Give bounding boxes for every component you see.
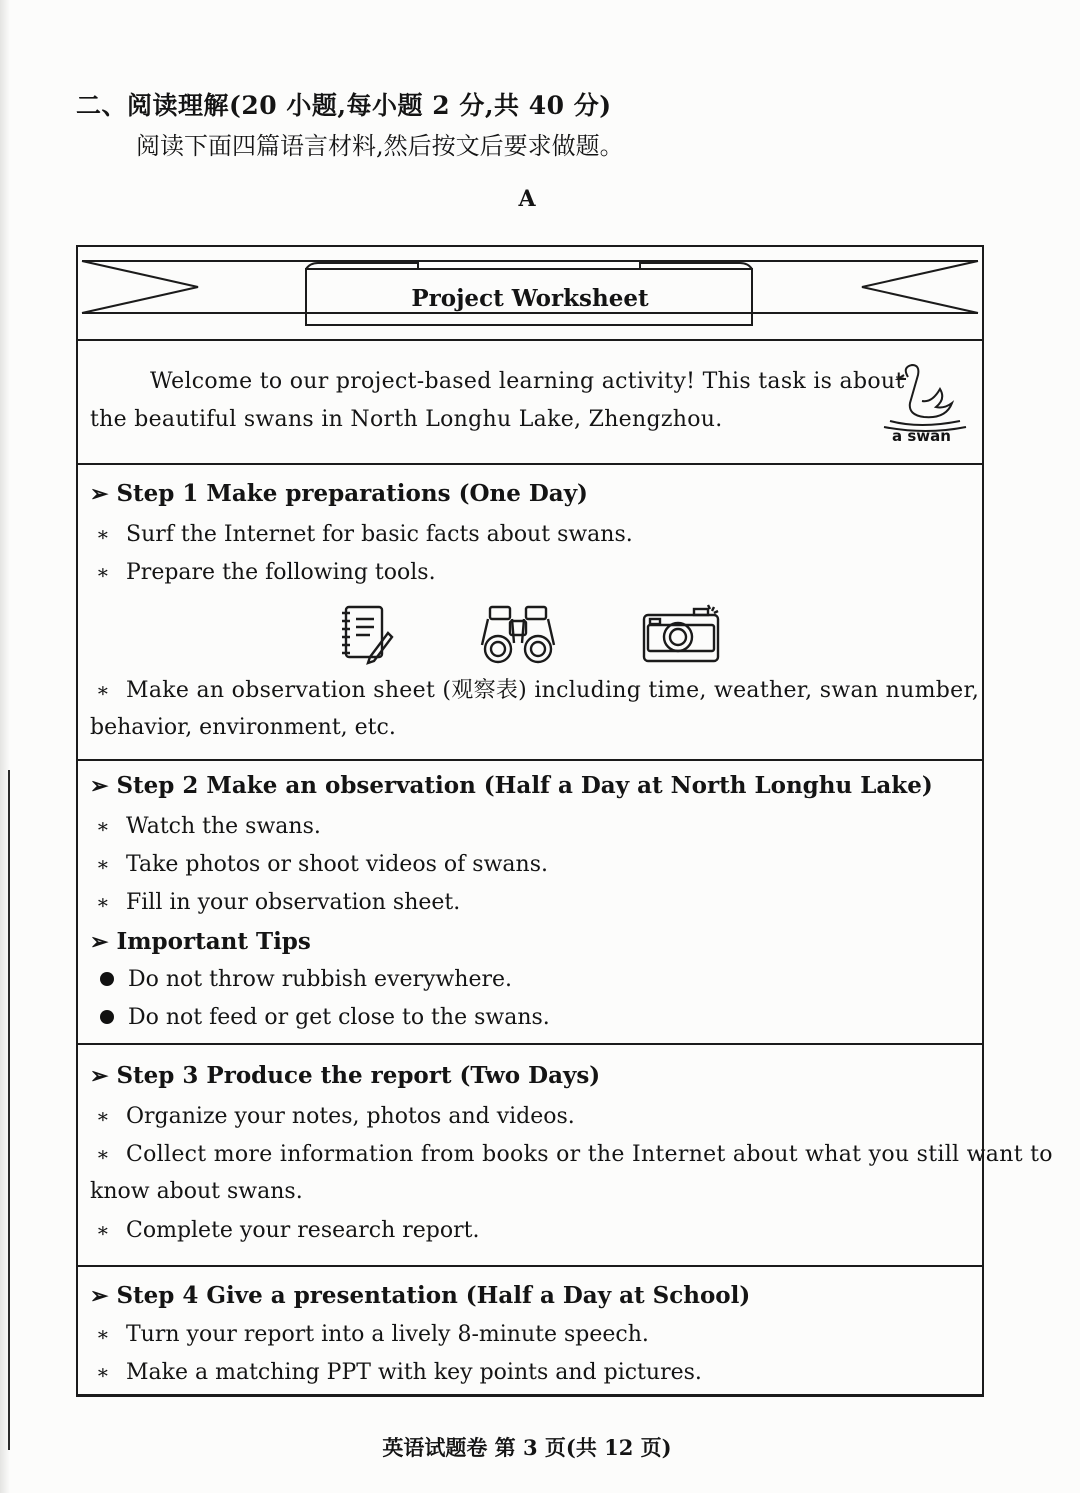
step-4-heading <box>90 1281 750 1311</box>
worksheet-banner <box>78 247 982 339</box>
step-1-item-continued: behavior, environment, etc. <box>90 715 396 740</box>
step-1-row <box>78 463 982 759</box>
arrow-bullet-icon: ➢ <box>90 773 109 799</box>
notebook-icon <box>336 603 396 665</box>
tip-item <box>90 965 512 995</box>
asterisk-bullet-icon: ∗ <box>96 1142 110 1166</box>
step-1-title: Step 1 Make preparations (One Day) <box>116 480 588 507</box>
step-4-item <box>90 1319 649 1350</box>
binding-line <box>8 770 10 1450</box>
asterisk-bullet-icon: ∗ <box>96 1322 110 1346</box>
intro-row <box>78 339 982 463</box>
step-3-row <box>78 1043 1053 1265</box>
step-3-item-text: Organize your notes, photos and videos. <box>126 1104 575 1129</box>
section-instruction: 阅读下面四篇语言材料,然后按文后要求做题。 <box>136 132 624 160</box>
asterisk-bullet-icon: ∗ <box>96 814 110 838</box>
asterisk-bullet-icon: ∗ <box>96 890 110 914</box>
step-4-item-text: Turn your report into a lively 8-minute speech. <box>126 1322 649 1347</box>
step-1-heading <box>90 479 588 509</box>
asterisk-bullet-icon: ∗ <box>96 1360 110 1384</box>
round-bullet-icon <box>100 1010 114 1024</box>
step-2-title: Step 2 Make an observation (Half a Day at North Longhu Lake) <box>116 772 933 799</box>
camera-icon <box>640 603 724 665</box>
asterisk-bullet-icon: ∗ <box>96 852 110 876</box>
step-2-item <box>90 887 460 918</box>
step-2-item <box>90 811 321 842</box>
asterisk-bullet-icon: ∗ <box>96 560 110 584</box>
step-2-row <box>78 759 982 1043</box>
step-2-item-text: Fill in your observation sheet. <box>126 890 461 915</box>
intro-line-1: Welcome to our project-based learning activity! This task is about <box>150 369 905 394</box>
step-2-item <box>90 849 548 880</box>
step-3-item <box>90 1101 575 1132</box>
arrow-bullet-icon: ➢ <box>90 929 109 955</box>
step-1-item-text: Make an observation sheet (观察表) including time, weather, swan number, <box>126 678 980 703</box>
passage-letter: A <box>518 186 536 212</box>
step-4-row <box>78 1265 982 1395</box>
asterisk-bullet-icon: ∗ <box>96 522 110 546</box>
binoculars-icon <box>478 603 558 665</box>
arrow-bullet-icon: ➢ <box>90 1063 109 1089</box>
arrow-bullet-icon: ➢ <box>90 1283 109 1309</box>
step-3-item-text: Complete your research report. <box>126 1218 480 1243</box>
step-4-title: Step 4 Give a presentation (Half a Day at School) <box>116 1282 751 1309</box>
step-2-heading <box>90 771 933 801</box>
step-3-title: Step 3 Produce the report (Two Days) <box>116 1062 601 1089</box>
step-4-item <box>90 1357 702 1388</box>
step-3-item <box>90 1139 1053 1170</box>
intro-line-2: the beautiful swans in North Longhu Lake, Zhengzhou. <box>90 407 723 432</box>
step-3-heading <box>90 1061 600 1091</box>
important-tips-heading <box>90 927 311 957</box>
swan-caption: a swan <box>892 427 951 445</box>
step-3-item-text: Collect more information from books or the Internet about what you still want to <box>126 1142 1053 1167</box>
worksheet-title: Project Worksheet <box>411 285 649 312</box>
step-3-item <box>90 1215 479 1246</box>
tip-item-text: Do not feed or get close to the swans. <box>128 1005 550 1030</box>
page-footer: 英语试题卷 第 3 页(共 12 页) <box>382 1435 672 1460</box>
step-2-item-text: Take photos or shoot videos of swans. <box>126 852 548 877</box>
asterisk-bullet-icon: ∗ <box>96 678 110 702</box>
step-4-item-text: Make a matching PPT with key points and pictures. <box>126 1360 702 1385</box>
tip-item-text: Do not throw rubbish everywhere. <box>128 967 513 992</box>
project-worksheet <box>76 245 1053 1397</box>
tip-item <box>90 1003 550 1033</box>
step-3-item-continued: know about swans. <box>90 1179 303 1204</box>
step-1-item-text: Prepare the following tools. <box>126 560 436 585</box>
section-heading: 二、阅读理解(20 小题,每小题 2 分,共 40 分) <box>76 91 612 120</box>
important-tips-title: Important Tips <box>116 928 311 955</box>
step-1-item <box>90 675 979 706</box>
step-1-item-text: Surf the Internet for basic facts about swans. <box>126 522 633 547</box>
step-1-item <box>90 519 633 550</box>
round-bullet-icon <box>100 972 114 986</box>
asterisk-bullet-icon: ∗ <box>96 1104 110 1128</box>
asterisk-bullet-icon: ∗ <box>96 1218 110 1242</box>
step-1-item <box>90 557 436 588</box>
arrow-bullet-icon: ➢ <box>90 481 109 507</box>
step-2-item-text: Watch the swans. <box>126 814 321 839</box>
